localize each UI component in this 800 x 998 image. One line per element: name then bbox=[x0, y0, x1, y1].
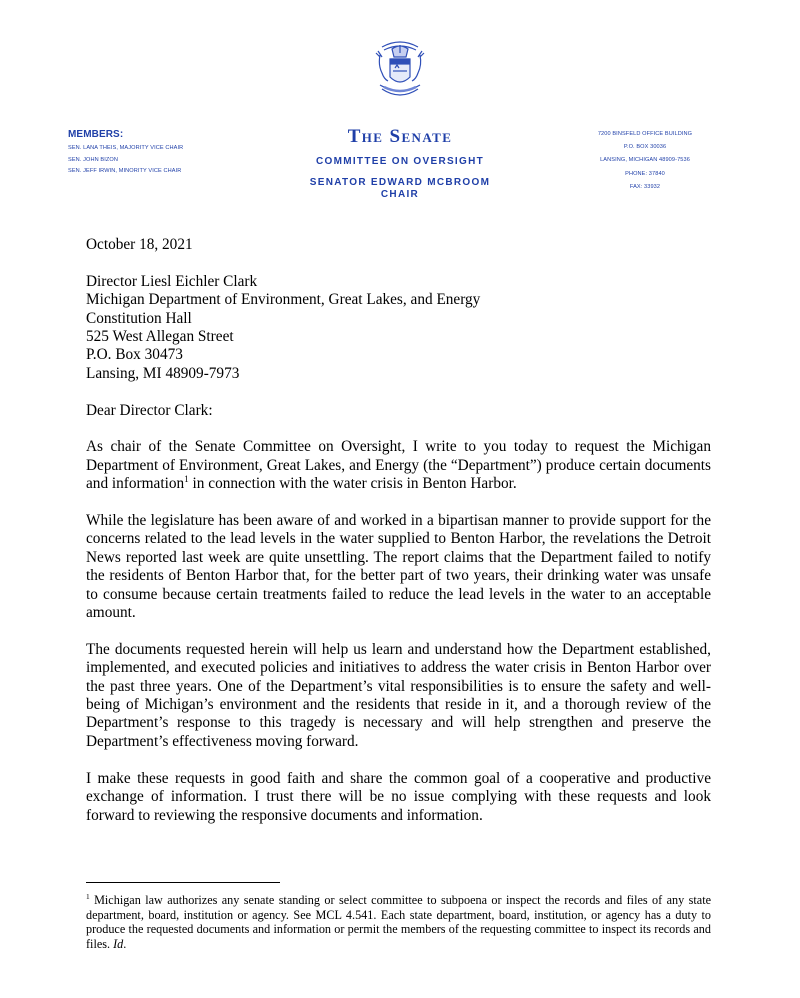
recipient-line: Lansing, MI 48909-7973 bbox=[86, 364, 240, 382]
recipient-line: Michigan Department of Environment, Great Lakes, and Energy bbox=[86, 291, 481, 309]
recipient-line: P.O. Box 30473 bbox=[86, 346, 183, 364]
city-state-zip: LANSING, MICHIGAN 48909-7536 bbox=[600, 157, 690, 164]
phone: PHONE: 37840 bbox=[625, 170, 665, 177]
office-address: 7200 BINSFELD OFFICE BUILDING bbox=[597, 131, 693, 137]
salutation: Dear Director Clark: bbox=[86, 401, 213, 419]
po-box: P.O. BOX 30036 bbox=[623, 144, 667, 151]
footnote-text: Michigan law authorizes any senate standing or select committee to subpoena or inspect the records and files of any state department, board, institution or agency. See MCL 4.541. Each state department, board, institution, or agency has a duty to produce the requested documents and information or permit the members of the requesting committee to inspect its records and files. bbox=[86, 893, 711, 952]
chair-title: CHAIR bbox=[380, 189, 420, 200]
footnote-citation: Id bbox=[113, 937, 124, 952]
office-contact bbox=[560, 128, 730, 194]
paragraph-3: The documents requested herein will help us learn and understand how the Department established, implemented, and executed policies and initiatives to address the water crisis in Benton Harbor over the past three years. One of the Department’s vital responsibilities is to ensure the safety and well-being of Michigan’s environment and the residents that reside in it, and a thorough review of the Department’s response to this tragedy is necessary and will help strengthen and preserve the Department’s effectiveness moving forward. bbox=[86, 640, 711, 750]
michigan-state-seal-icon bbox=[370, 35, 430, 105]
footnote: $^1$ Michigan law authorizes any senate standing or select committee to subpoena or inspect the records and files of any state department, board, institution or agency. See MCL 4.541. Each state department, board, institution, or agency has a duty to produce the requested documents and information or permit the members of the requesting committee to inspect its records and files. Id. bbox=[86, 891, 711, 952]
paragraph-1: As chair of the Senate Committee on Oversight, I write to you today to request the Michigan Department of Environment, Great Lakes, and Energy (the “Department”) produce certain documents and information$^1$ in connection with the water crisis in Benton Harbor. bbox=[86, 438, 711, 493]
recipient-address bbox=[86, 273, 711, 383]
paragraph-2: While the legislature has been aware of and worked in a bipartisan manner to provide support for the concerns related to the lead levels in the water supplied to Benton Harbor, the revelations the Detroit News reported last week are quite unsettling. The report claims that the Department failed to notify the residents of Benton Harbor that, for the better part of two years, their drinking water was unsafe to consume because certain treatments failed to reduce the lead levels in the water to an acceptable amount. bbox=[86, 512, 711, 622]
recipient-line: 525 West Allegan Street bbox=[86, 328, 234, 346]
committee-name: COMMITTEE ON OVERSIGHT bbox=[315, 156, 485, 167]
chair-name: SENATOR EDWARD MCBROOM bbox=[309, 177, 491, 188]
paragraph-4: I make these requests in good faith and share the common goal of a cooperative and productive exchange of information. I trust there will be no issue complying with these requests and look forward to reviewing the responsive documents and information. bbox=[86, 769, 711, 824]
member-item: SEN. LANA THEIS, MAJORITY VICE CHAIR bbox=[68, 145, 184, 151]
recipient-line: Constitution Hall bbox=[86, 309, 192, 327]
footnote-divider bbox=[86, 882, 280, 883]
letterhead-title-block bbox=[280, 126, 520, 201]
chair-block bbox=[280, 177, 520, 201]
footnote-reference[interactable]: 1 bbox=[184, 474, 189, 485]
letter-date: October 18, 2021 bbox=[86, 236, 193, 253]
member-item: SEN. JEFF IRWIN, MINORITY VICE CHAIR bbox=[68, 168, 182, 174]
member-item: SEN. JOHN BIZON bbox=[68, 156, 118, 163]
footnote-marker: 1 bbox=[86, 891, 90, 901]
senate-title: The Senate bbox=[347, 126, 453, 147]
members-heading: MEMBERS: bbox=[68, 129, 124, 140]
letter-body bbox=[86, 236, 711, 825]
recipient-line: Director Liesl Eichler Clark bbox=[86, 272, 258, 290]
committee-members bbox=[68, 129, 183, 178]
fax: FAX: 33932 bbox=[629, 183, 661, 190]
